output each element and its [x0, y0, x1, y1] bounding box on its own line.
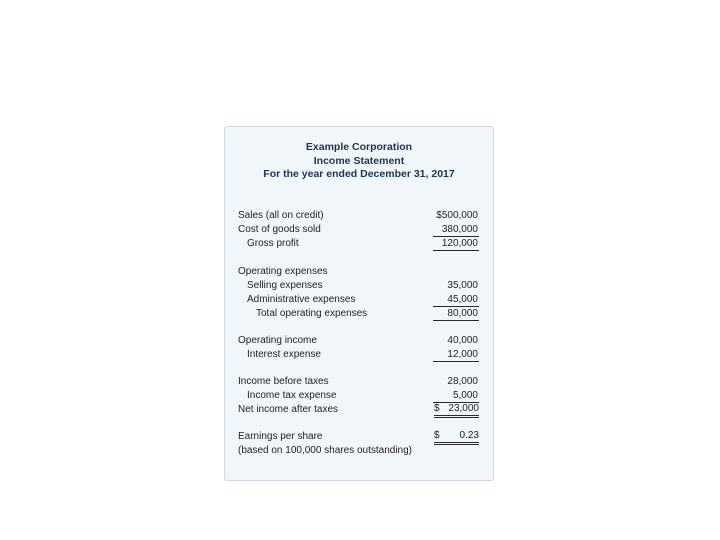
statement-header [225, 141, 493, 182]
amount: 23,000 [448, 403, 479, 414]
amount: 0.23 [459, 430, 479, 441]
statement-period: For the year ended December 31, 2017 [263, 168, 455, 180]
row-tax [225, 389, 493, 403]
row-label: Operating expenses [238, 266, 328, 277]
row-operating-income [225, 334, 493, 348]
amount: 120,000 [433, 238, 479, 251]
row-sales [225, 209, 493, 223]
row-income-before-taxes [225, 375, 493, 389]
currency-symbol: $ [434, 430, 440, 441]
amount: 35,000 [447, 280, 478, 291]
row-eps-note [225, 444, 493, 458]
statement-title: Income Statement [313, 154, 405, 167]
row-value [419, 334, 479, 348]
row-eps [225, 430, 493, 444]
amount: 12,000 [433, 349, 479, 362]
row-label: Total operating expenses [256, 308, 368, 319]
amount: 45,000 [433, 294, 479, 307]
amount: $500,000 [436, 210, 478, 221]
row-total-opex [225, 307, 493, 321]
row-value [419, 375, 479, 389]
row-selling [225, 279, 493, 293]
row-gross-profit [225, 237, 493, 251]
row-cogs [225, 223, 493, 237]
eps-amount [434, 430, 479, 445]
row-label: Cost of goods sold [238, 224, 321, 235]
company-name: Example Corporation [305, 141, 413, 153]
income-statement-card [224, 126, 494, 481]
amount: 40,000 [447, 335, 478, 346]
row-value [419, 389, 479, 403]
row-net-income [225, 403, 493, 417]
row-label: Operating income [238, 335, 317, 346]
row-label: Sales (all on credit) [238, 210, 324, 221]
row-label: Interest expense [247, 349, 321, 360]
row-label: Income before taxes [238, 376, 329, 387]
row-value [419, 279, 479, 293]
amount: 80,000 [433, 308, 479, 321]
row-label: Earnings per share [238, 431, 323, 442]
row-value [419, 237, 479, 251]
row-value [419, 307, 479, 321]
row-interest [225, 348, 493, 362]
row-label: Income tax expense [247, 390, 337, 401]
amount: 28,000 [447, 376, 478, 387]
row-opex-heading [225, 265, 493, 279]
row-value [419, 209, 479, 223]
currency-symbol: $ [434, 403, 440, 414]
row-admin [225, 293, 493, 307]
row-label: (based on 100,000 shares outstanding) [238, 445, 413, 456]
row-label: Selling expenses [247, 280, 323, 291]
row-value [419, 293, 479, 307]
row-value [419, 223, 479, 237]
row-label: Gross profit [247, 238, 299, 249]
row-label: Net income after taxes [238, 404, 339, 415]
row-label: Administrative expenses [247, 294, 356, 305]
amount: 380,000 [433, 224, 479, 237]
row-value [419, 348, 479, 362]
amount: 5,000 [433, 390, 479, 403]
net-income-amount [434, 403, 479, 418]
